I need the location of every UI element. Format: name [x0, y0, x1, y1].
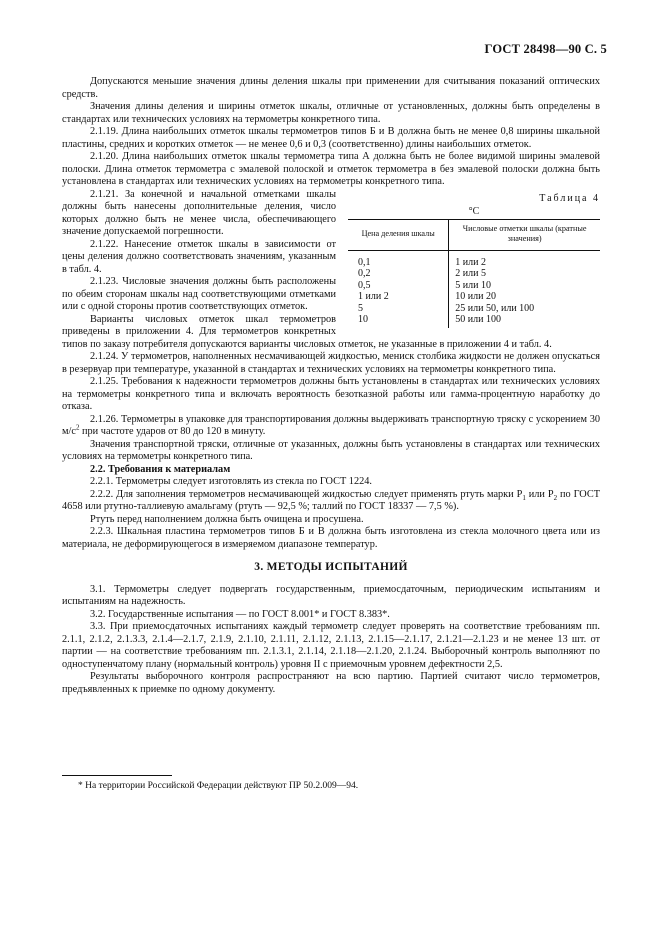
paragraph: 2.1.25. Требования к надежности термометров должны быть установлены в стандартах или технических условиях на термометры конкретного типа и включать вероятность безотказной работы или гамма-процентную наработку до отказа.	[62, 376, 600, 412]
table-unit: °С	[468, 205, 480, 217]
paragraph: Варианты числовых отметок шкал термометров приведены в приложении 4. Для термометров конкретных типов по заказу потребителя допускаются варианты числовых отметок, не указанные в приложении 4 и табл. 4.	[62, 313, 552, 350]
paragraph-2-1-26: 2.1.26. Термометры в упаковке для транспортирования должны выдерживать транспортную тряску с ускорением 30 $м/с^2$ при частоте ударов от 80 до 120 в минуту.	[62, 413, 600, 437]
table-cell: 10	[348, 314, 449, 328]
table-cell: 10 или 20	[455, 291, 496, 302]
page-header: ГОСТ 28498—90 С. 5	[484, 42, 607, 56]
paragraph: 2.2.3. Шкальная пластина термометров типов Б и В должна быть изготовлена из стекла молочного цвета или из материала, не деформирующегося в измеряемом диапазоне температур.	[62, 526, 600, 550]
paragraph: 2.1.21. За конечной и начальной отметками шкалы должны быть нанесены дополнительные деления, число которых должно быть не менее числа, обеспечивающего значение допускаемой погрешности.	[62, 188, 336, 237]
table-cell: 2 или 5	[455, 268, 486, 279]
table-row	[348, 303, 600, 315]
section-heading: 3. МЕТОДЫ ИСПЫТАНИЙ	[254, 561, 408, 573]
paragraph: 2.2.1. Термометры следует изготовлять из стекла по ГОСТ 1224.	[90, 476, 372, 487]
document-body	[62, 76, 600, 696]
paragraph: Допускаются меньшие значения длины деления шкалы при применении для считывания показаний оптических средств.	[62, 76, 600, 100]
paragraph: 2.1.24. У термометров, наполненных несмачивающей жидкостью, мениск столбика жидкости не должен опускаться в резервуар при температуре, указанной в стандартах и технических условиях на термометры конкретного типа.	[62, 351, 600, 375]
table-row	[348, 250, 600, 268]
footnote-divider	[62, 775, 172, 776]
table-cell: 50 или 100	[455, 314, 501, 325]
table-row	[348, 268, 600, 280]
paragraph: 3.3. При приемосдаточных испытаниях каждый термометр следует проверять на соответствие требованиям пп. 2.1.1, 2.1.2, 2.1.3.3, 2.1.4—2.1.7, 2.1.9, 2.1.10, 2.1.11, 2.1.12, 2.1.13, 2.1.15—2.1.17, 2.1.21—2.1.23 и не менее 13 шт. от партии — на соответствие требованиям пп. 2.1.3.1, 2.1.14, 2.1.18—2.1.20, 2.1.24. Выборочный контроль выполняют по одноступенчатому плану (нормальный контроль) уровня II с приемочным уровнем дефектности 2,5.	[62, 621, 600, 670]
paragraph: Значения транспортной тряски, отличные от указанных, должны быть установлены в стандартах или технических условиях на термометры конкретного типа.	[62, 438, 600, 462]
table-row	[348, 314, 600, 328]
table-cell: 0,2	[348, 268, 449, 280]
table-row	[348, 291, 600, 303]
paragraph: 2.1.19. Длина наибольших отметок шкалы термометров типов Б и В должна быть не менее 0,8 ширины шкальной пластины, средних и коротких отметок — не менее 0,6 и 0,3 (соответственно) длины наибольших отметок.	[62, 126, 600, 150]
table-cell: 25 или 50, или 100	[455, 302, 535, 314]
paragraph: Результаты выборочного контроля распространяют на всю партию. Партией считают число термометров, предъявленных к приемке по одному документу.	[62, 671, 600, 695]
table-row	[348, 280, 600, 292]
paragraph: Ртуть перед наполнением должна быть очищена и просушена.	[90, 513, 364, 525]
footnote: * На территории Российской Федерации действуют ПР 50.2.009—94.	[78, 781, 359, 791]
table-cell: 0,1	[348, 250, 449, 268]
table-4	[348, 193, 600, 328]
subsection-heading: 2.2. Требования к материалам	[90, 463, 231, 475]
paragraph-2-2-2: 2.2.2. Для заполнения термометров несмачивающей жидкостью следует применять ртуть марки $Р_1$ или $Р_2$ по ГОСТ 4658 или ртутно-таллиевую амальгаму (ртуть — 92,5 %; таллий по ГОСТ 18337 — 7,5 %).	[62, 488, 600, 512]
paragraph: 3.2. Государственные испытания — по ГОСТ 8.001* и ГОСТ 8.383*.	[90, 608, 390, 620]
paragraph: 2.1.23. Числовые значения должны быть расположены по обеим сторонам шкалы над соответствующими отметками или с одной стороны против соответствующих отметок.	[62, 276, 336, 312]
table	[348, 219, 600, 328]
table-cell: 1 или 2	[348, 291, 449, 303]
paragraph: 2.1.22. Нанесение отметок шкалы в зависимости от цены деления должно соответствовать значениям, указанным в табл. 4.	[62, 238, 336, 275]
paragraph: Значения длины деления и ширины отметок шкалы, отличные от установленных, должны быть определены в стандартах или технических условиях на термометры конкретного типа.	[62, 101, 600, 125]
table-cell: 5	[348, 303, 449, 315]
table-cell: 5 или 10	[455, 279, 491, 291]
table-cell: 1 или 2	[455, 256, 486, 268]
paragraph: 3.1. Термометры следует подвергать государственным, приемосдаточным, периодическим испытаниям и испытаниям на надежность.	[62, 583, 600, 607]
table-header-cell: Цена деления шкалы	[348, 219, 449, 250]
table-caption: Таблица 4	[539, 192, 600, 204]
table-cell: 0,5	[348, 280, 449, 292]
table-header-cell: Числовые отметки шкалы (кратные значения)	[449, 219, 600, 250]
paragraph: 2.1.20. Длина наибольших отметок шкалы термометра типа А должна быть не более видимой ширины эмалевой полоски. Длина отметок термометра с эмалевой полоской и отметок термометра в без эмалевой полоски должна быть установлена в стандартах или технических условиях на термометры конкретного типа.	[62, 151, 600, 187]
